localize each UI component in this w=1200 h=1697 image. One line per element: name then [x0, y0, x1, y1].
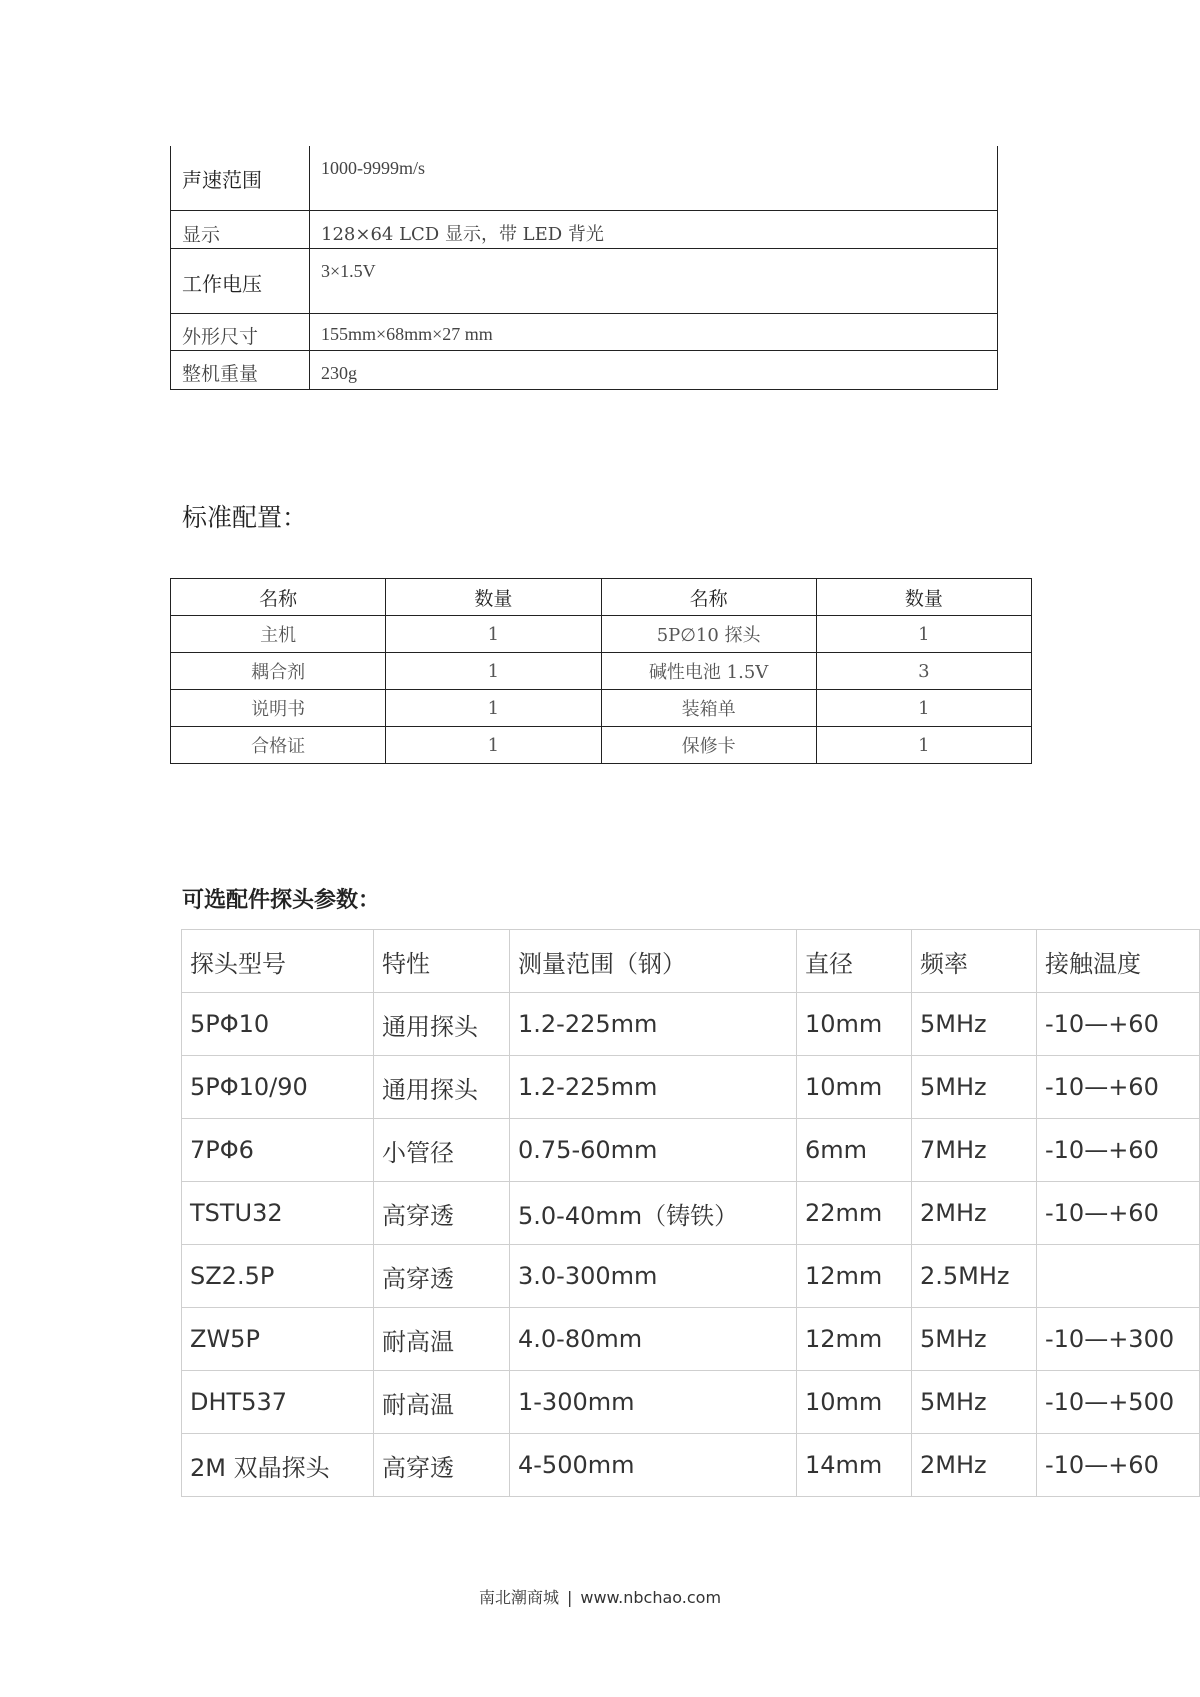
- table-cell: 0.75-60mm: [510, 1119, 797, 1182]
- spec-label: 整机重量: [182, 362, 259, 385]
- table-row: [182, 1182, 1200, 1245]
- table-cell: 1: [816, 616, 1031, 653]
- table-cell: 1.2-225mm: [510, 993, 797, 1056]
- table-cell: 装箱单: [601, 690, 816, 727]
- table-cell: 12mm: [797, 1308, 912, 1371]
- spec-table: [170, 146, 998, 390]
- table-cell: 5PΦ10/90: [182, 1056, 374, 1119]
- table-cell: 7MHz: [912, 1119, 1037, 1182]
- table-cell: 耐高温: [374, 1308, 510, 1371]
- table-cell: 5MHz: [912, 993, 1037, 1056]
- spec-label-cell: [171, 350, 310, 389]
- table-cell: 22mm: [797, 1182, 912, 1245]
- spec-value: 1000-9999m/s: [321, 158, 426, 178]
- table-cell: -10—+60: [1037, 1182, 1200, 1245]
- optional-probes-heading: 可选配件探头参数：: [182, 888, 381, 913]
- table-cell: 高穿透: [374, 1182, 510, 1245]
- column-header: 名称: [601, 579, 816, 616]
- page-footer: [0, 1585, 1200, 1608]
- table-row: [182, 1308, 1200, 1371]
- table-cell: DHT537: [182, 1371, 374, 1434]
- table-cell: ZW5P: [182, 1308, 374, 1371]
- table-cell: 10mm: [797, 1371, 912, 1434]
- column-header: 接触温度: [1037, 930, 1200, 993]
- table-cell: 说明书: [171, 690, 386, 727]
- spec-value: 3×1.5V: [321, 260, 376, 281]
- table-cell: 14mm: [797, 1434, 912, 1497]
- spec-value-cell: [310, 313, 998, 350]
- table-cell: 高穿透: [374, 1434, 510, 1497]
- spec-label-cell: [171, 210, 310, 248]
- table-cell: 1: [816, 690, 1031, 727]
- table-cell: 3.0-300mm: [510, 1245, 797, 1308]
- column-header: 测量范围（钢）: [510, 930, 797, 993]
- table-cell: 碱性电池 1.5V: [601, 653, 816, 690]
- table-cell: -10—+60: [1037, 1056, 1200, 1119]
- table-cell: 1: [386, 690, 601, 727]
- column-header: 特性: [374, 930, 510, 993]
- table-cell: [1037, 1245, 1200, 1308]
- table-row: [171, 653, 1032, 690]
- table-row: [182, 1245, 1200, 1308]
- spec-row: [171, 313, 998, 350]
- spec-row: [171, 248, 998, 313]
- column-header: 直径: [797, 930, 912, 993]
- spec-label-cell: [171, 146, 310, 210]
- table-cell: 3: [816, 653, 1031, 690]
- column-header: 频率: [912, 930, 1037, 993]
- spec-label-cell: [171, 248, 310, 313]
- spec-row: [171, 210, 998, 248]
- footer-site-name: 南北潮商城: [478, 1588, 559, 1607]
- optional-probes-table: [181, 929, 1200, 1497]
- table-cell: -10—+60: [1037, 1434, 1200, 1497]
- table-cell: 10mm: [797, 993, 912, 1056]
- table-cell: 4.0-80mm: [510, 1308, 797, 1371]
- table-cell: 5PΦ10: [182, 993, 374, 1056]
- spec-label: 工作电压: [182, 271, 262, 296]
- table-cell: SZ2.5P: [182, 1245, 374, 1308]
- table-cell: TSTU32: [182, 1182, 374, 1245]
- standard-config-table: [170, 578, 1032, 764]
- table-cell: 5MHz: [912, 1056, 1037, 1119]
- column-header: 数量: [386, 579, 601, 616]
- table-cell: 合格证: [171, 727, 386, 764]
- table-cell: 5P∅10 探头: [601, 616, 816, 653]
- table-cell: 1: [386, 616, 601, 653]
- table-cell: 10mm: [797, 1056, 912, 1119]
- table-header-row: [182, 930, 1200, 993]
- table-cell: 耐高温: [374, 1371, 510, 1434]
- spec-value-cell: [310, 210, 998, 248]
- table-row: [182, 1434, 1200, 1497]
- table-cell: 1.2-225mm: [510, 1056, 797, 1119]
- spec-label: 声速范围: [182, 168, 262, 192]
- spec-value: 155mm×68mm×27 mm: [321, 323, 493, 344]
- spec-row: [171, 350, 998, 389]
- table-cell: 保修卡: [601, 727, 816, 764]
- column-header: 探头型号: [182, 930, 374, 993]
- table-cell: 5MHz: [912, 1308, 1037, 1371]
- table-cell: 1: [386, 727, 601, 764]
- table-cell: 1-300mm: [510, 1371, 797, 1434]
- table-cell: 主机: [171, 616, 386, 653]
- table-row: [171, 727, 1032, 764]
- table-cell: 2.5MHz: [912, 1245, 1037, 1308]
- table-row: [182, 1371, 1200, 1434]
- table-cell: 4-500mm: [510, 1434, 797, 1497]
- table-cell: 高穿透: [374, 1245, 510, 1308]
- spec-value-cell: [310, 350, 998, 389]
- spec-value: 230g: [321, 362, 357, 383]
- table-cell: 2MHz: [912, 1434, 1037, 1497]
- table-row: [182, 1119, 1200, 1182]
- table-cell: 1: [386, 653, 601, 690]
- table-cell: 7PΦ6: [182, 1119, 374, 1182]
- spec-value-cell: [310, 146, 998, 210]
- table-cell: 2M 双晶探头: [182, 1434, 374, 1497]
- table-cell: -10—+500: [1037, 1371, 1200, 1434]
- table-cell: 12mm: [797, 1245, 912, 1308]
- spec-label: 显示: [182, 223, 221, 246]
- spec-row: [171, 146, 998, 210]
- table-cell: 2MHz: [912, 1182, 1037, 1245]
- table-row: [171, 690, 1032, 727]
- footer-separator: |: [566, 1588, 573, 1607]
- table-cell: 小管径: [374, 1119, 510, 1182]
- table-header-row: [171, 579, 1032, 616]
- table-row: [182, 993, 1200, 1056]
- table-cell: 耦合剂: [171, 653, 386, 690]
- column-header: 名称: [171, 579, 386, 616]
- spec-value-cell: [310, 248, 998, 313]
- table-cell: 1: [816, 727, 1031, 764]
- spec-label-cell: [171, 313, 310, 350]
- spec-value: 128×64 LCD 显示，带 LED 背光: [321, 223, 604, 245]
- table-cell: -10—+60: [1037, 993, 1200, 1056]
- table-cell: 5.0-40mm（铸铁）: [510, 1182, 797, 1245]
- table-row: [182, 1056, 1200, 1119]
- spec-label: 外形尺寸: [182, 325, 259, 348]
- table-cell: -10—+300: [1037, 1308, 1200, 1371]
- table-row: [171, 616, 1032, 653]
- footer-url-link[interactable]: www.nbchao.com: [580, 1588, 722, 1607]
- standard-config-heading: 标准配置：: [182, 503, 308, 532]
- table-cell: 通用探头: [374, 993, 510, 1056]
- table-cell: 6mm: [797, 1119, 912, 1182]
- column-header: 数量: [816, 579, 1031, 616]
- table-cell: -10—+60: [1037, 1119, 1200, 1182]
- table-cell: 5MHz: [912, 1371, 1037, 1434]
- table-cell: 通用探头: [374, 1056, 510, 1119]
